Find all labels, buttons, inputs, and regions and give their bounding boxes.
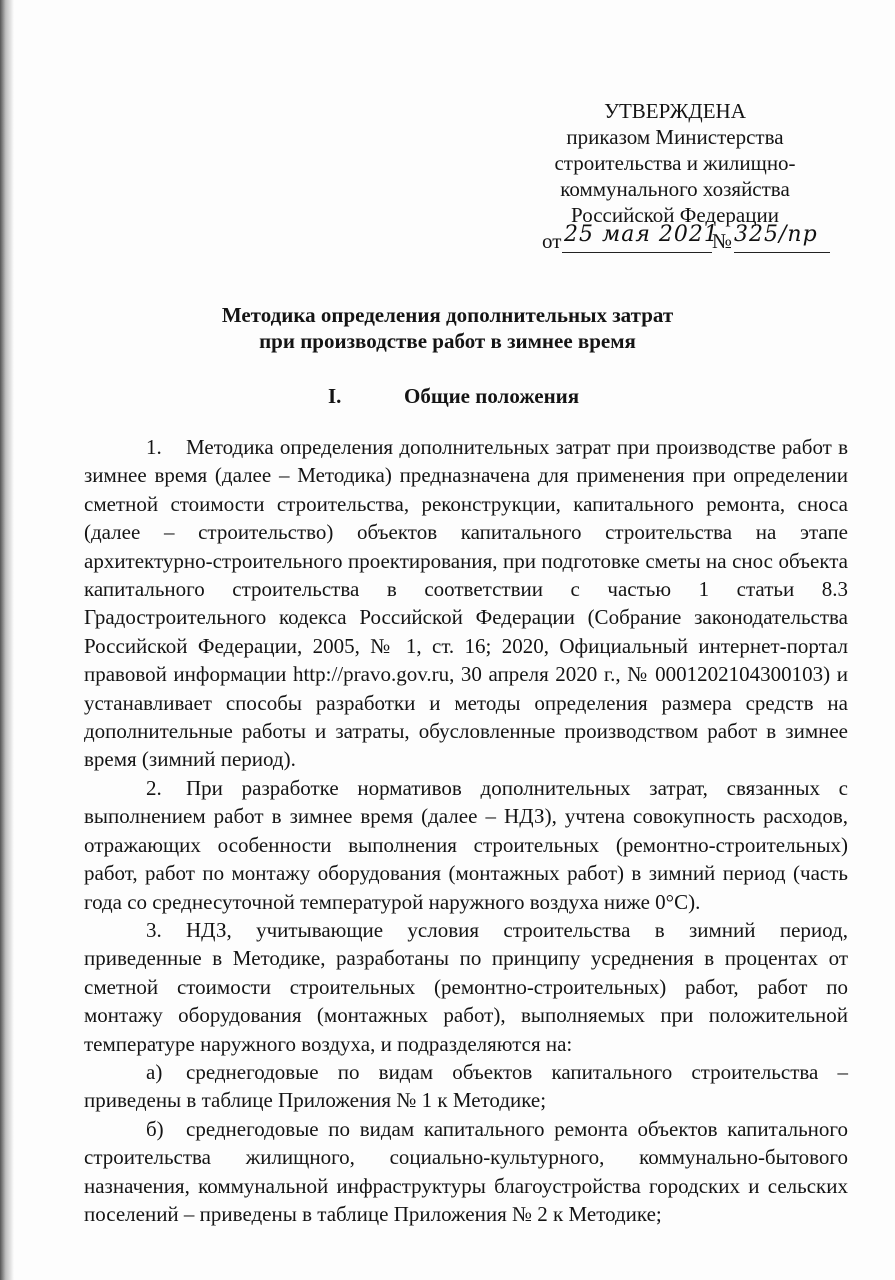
section-title: Общие положения xyxy=(404,384,580,408)
approval-line: приказом Министерства xyxy=(566,125,784,149)
document-title xyxy=(0,302,895,354)
approval-date-line xyxy=(520,222,830,258)
paragraph-marker: 2. xyxy=(146,775,162,800)
approval-line: коммунального хозяйства xyxy=(560,177,790,201)
paragraph-marker: 1. xyxy=(146,435,162,459)
paragraph-3 xyxy=(84,916,848,1058)
subparagraph-text: среднегодовые по видам капитального ремонта объектов капитального строительства жилищного, социально-культурного, коммунально-бытового назначения, коммунальной инфраструктуры благоустройства городских и сельских поселений – приведены в таблице Приложения № 2 к Методике; xyxy=(84,1116,848,1226)
handwritten-date: 25 мая 2021 xyxy=(564,222,719,247)
subparagraph-a xyxy=(84,1058,848,1115)
section-heading xyxy=(0,384,895,410)
scan-edge-shadow xyxy=(0,0,14,1280)
handwritten-number: 325/пр xyxy=(734,222,818,247)
approval-line: Российской Федерации xyxy=(571,203,779,227)
paragraph-text: При разработке нормативов дополнительных затрат, связанных с выполнением работ в зимнее время (далее – НДЗ), учтена совокупность расходов, отражающих особенности выполнения строительных (ремонтно-строительных) работ, работ по монтажу оборудования (монтажных работ) в зимний период (часть года со среднесуточной температурой наружного воздуха ниже 0°С). xyxy=(84,775,848,914)
subparagraph-marker: б) xyxy=(146,1116,164,1141)
subparagraph-text: среднегодовые по видам объектов капитального строительства – приведены в таблице Приложения № 1 к Методике; xyxy=(84,1059,848,1113)
paragraph-1 xyxy=(84,433,848,774)
date-underline xyxy=(562,252,712,253)
paragraph-text: Методика определения дополнительных затрат при производстве работ в зимнее время (далее – Методика) предназначена для применения при определении сметной стоимости строительства, реконструкции, капитального ремонта, сноса (далее – строительство) объектов капитального строительства на этапе архитектурно-строительного проектирования, при подготовке сметы на снос объекта капитального строительства в соответствии с частью 1 статьи 8.3 Градостроительного кодекса Российской Федерации (Собрание законодательства Российской Федерации, 2005, № 1, ст. 16; 2020, Официальный интернет-портал правовой информации http://pravo.gov.ru, 30 апреля 2020 г., № 0001202104300103) и устанавливает способы разработки и методы определения размера средств на дополнительные работы и затраты, обусловленные производством работ в зимнее время (зимний период). xyxy=(84,435,848,772)
body-text xyxy=(84,433,848,1228)
approval-block xyxy=(520,98,830,258)
date-prefix: от xyxy=(542,229,562,253)
approval-heading: УТВЕРЖДЕНА xyxy=(604,99,746,123)
paragraph-text: НДЗ, учитывающие условия строительства в зимний период, приведенные в Методике, разработаны по принципу усреднения в процентах от сметной стоимости строительных (ремонтно-строительных) работ, работ по монтажу оборудования (монтажных работ), выполняемых при положительной температуре наружного воздуха, и подразделяются на: xyxy=(84,917,848,1056)
title-line-2: при производстве работ в зимнее время xyxy=(259,329,636,353)
number-prefix: № xyxy=(712,229,733,253)
subparagraph-marker: а) xyxy=(146,1059,163,1084)
paragraph-marker: 3. xyxy=(146,917,162,942)
section-number: I. xyxy=(328,384,342,408)
title-line-1: Методика определения дополнительных затрат xyxy=(221,303,674,327)
paragraph-2 xyxy=(84,774,848,916)
approval-line: строительства и жилищно- xyxy=(554,151,796,175)
number-underline xyxy=(734,252,830,253)
subparagraph-b xyxy=(84,1115,848,1229)
